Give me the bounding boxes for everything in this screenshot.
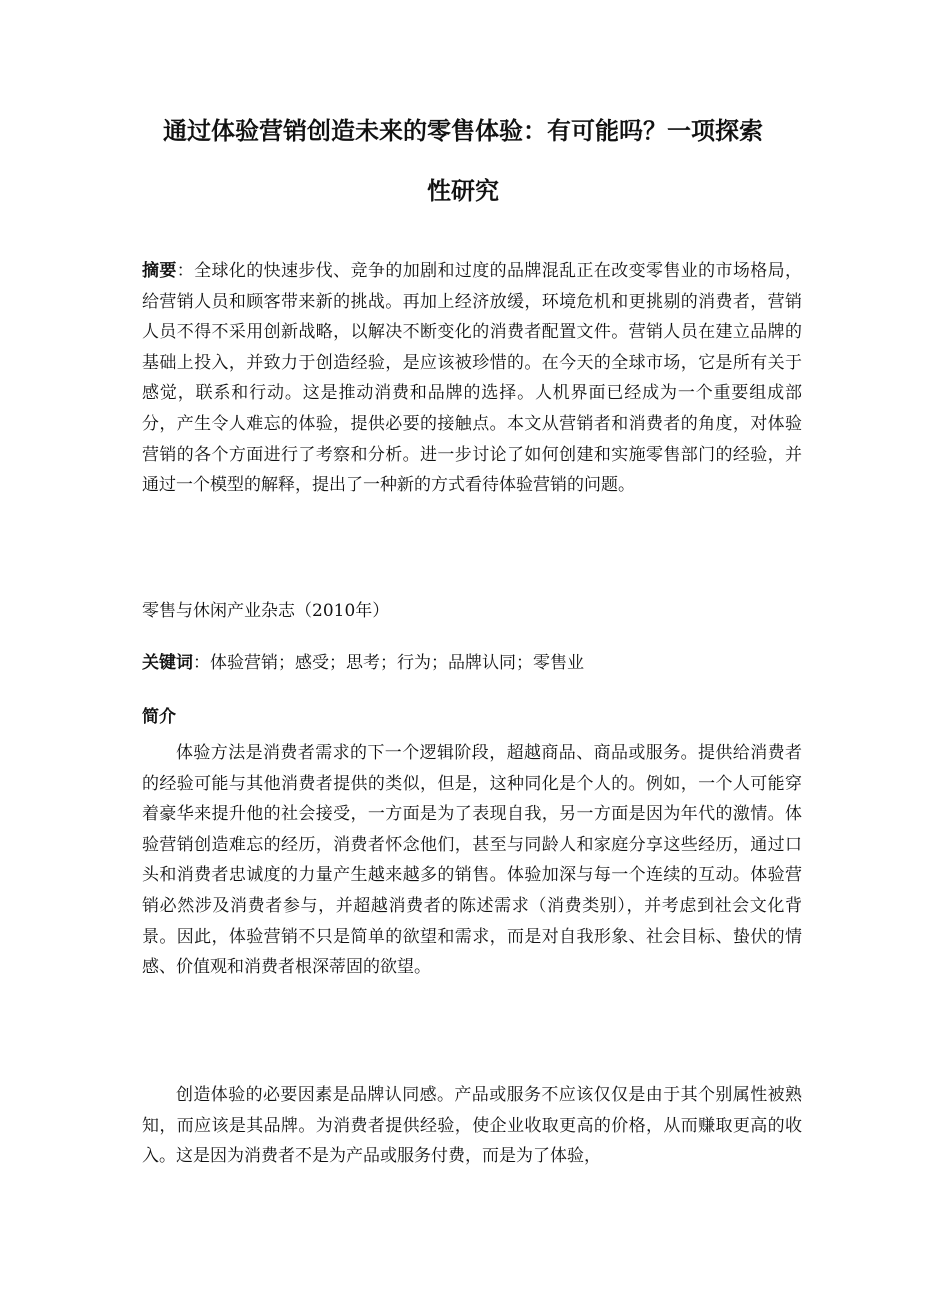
abstract [142, 256, 802, 501]
abstract-text: 全球化的快速步伐、竞争的加剧和过度的品牌混乱正在改变零售业的市场格局，给营销人员和顾客带来新的挑战。再加上经济放缓，环境危机和更挑剔的消费者，营销人员不得不采用创新战略，以解决不断变化的消费者配置文件。营销人员在建立品牌的基础上投入，并致力于创造经验，是应该被珍惜的。在今天的全球市场，它是所有关于感觉，联系和行动。这是推动消费和品牌的选择。人机界面已经成为一个重要组成部分，产生令人难忘的体验，提供必要的接触点。本文从营销者和消费者的角度，对体验营销的各个方面进行了考察和分析。进一步讨论了如何创建和实施零售部门的经验，并通过一个模型的解释，提出了一种新的方式看待体验营销的问题。 [142, 261, 803, 496]
keywords [142, 648, 802, 679]
intro-paragraph-2: 创造体验的必要因素是品牌认同感。产品或服务不应该仅仅是由于其个别属性被熟知，而应该是其品牌。为消费者提供经验，使企业收取更高的价格，从而赚取更高的收入。这是因为消费者不是为产品或服务付费，而是为了体验， [142, 1085, 802, 1167]
intro-paragraph-1: 体验方法是消费者需求的下一个逻辑阶段，超越商品、商品或服务。提供给消费者的经验可能与其他消费者提供的类似，但是，这种同化是个人的。例如，一个人可能穿着豪华来提升他的社会接受，一方面是为了表现自我，另一方面是因为年代的激情。体验营销创造难忘的经历，消费者怀念他们，甚至与同龄人和家庭分享这些经历，通过口头和消费者忠诚度的力量产生越来越多的销售。体验加深与每一个连续的互动。体验营销必然涉及消费者参与，并超越消费者的陈述需求（消费类别），并考虑到社会文化背景。因此，体验营销不只是简单的欲望和需求，而是对自我形象、社会目标、蛰伏的情感、价值观和消费者根深蒂固的欲望。 [142, 743, 802, 978]
journal-source: 零售与休闲产业杂志（2010年） [142, 601, 390, 621]
abstract-label: 摘要 [142, 261, 177, 281]
keywords-text: 体验营销；感受；思考；行为；品牌认同；零售业 [210, 653, 584, 673]
paper-title-line-1: 通过体验营销创造未来的零售体验：有可能吗？一项探索 [163, 117, 763, 145]
intro-heading: 简介 [142, 707, 176, 727]
keywords-label: 关键词 [142, 653, 193, 673]
abstract-separator: ： [176, 261, 195, 281]
keywords-separator: ： [193, 653, 210, 673]
paper-title-line-2: 性研究 [427, 177, 499, 205]
